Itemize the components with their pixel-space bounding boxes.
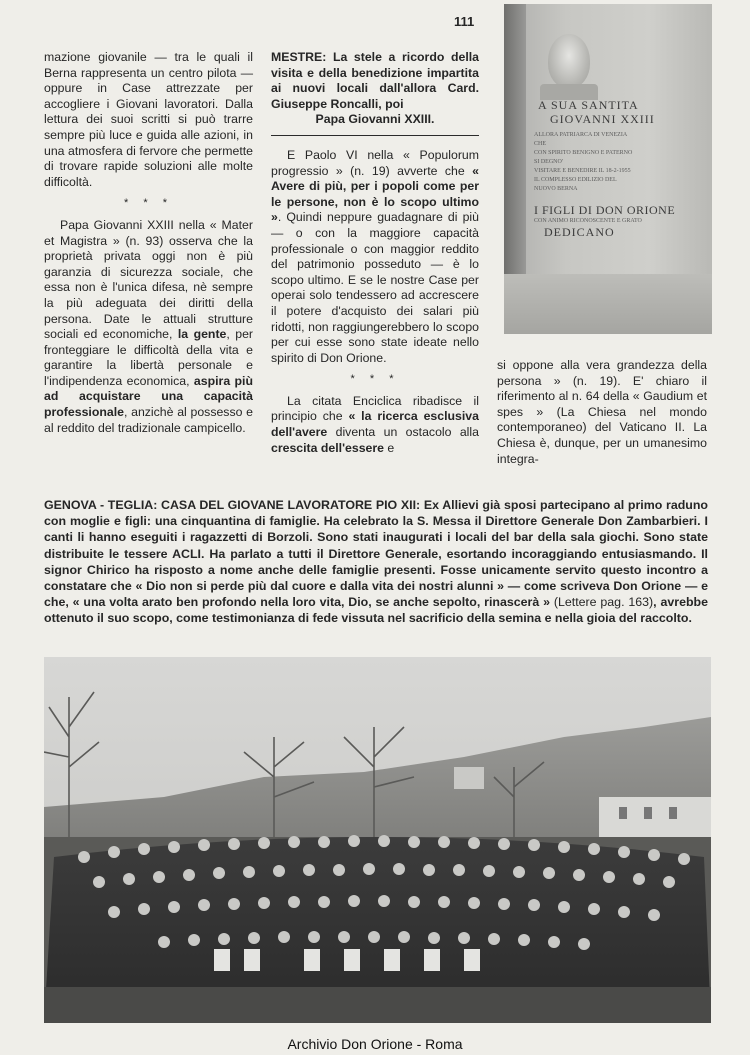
mestre-photo-caption: MESTRE: La stele a ricordo della visita e della benedizione impartita ai nuovi locali dall'allora Card. Giuseppe Roncalli, poi Papa Giovanni XXIII. [271, 50, 479, 136]
genova-photo-caption: GENOVA - TEGLIA: CASA DEL GIOVANE LAVORATORE PIO XII: Ex Allievi già sposi partecipano al primo raduno con moglie e figli: una cinquantina di famiglie. Ha celebrato la S. Messa il Direttore Generale Don Zambarbieri. I canti li hanno eseguiti i ragazzetti di Borzoli. Sono stati inaugurati i locali del bar della sala giochi. Sono state distribuite le tessere ACLI. Ha parlato a tutti il Direttore Generale, esortando incoraggiando entusiasmando. Il signor Chirico ha risposto a nome anche delle famiglie presenti. Fosse unicamente servito questo incontro a constatare che « Dio non si perde più dal cuore e dalla vita dei nostri alunni » — come scriveva Don Orione — e che, « una volta arato ben profondo nella loro vita, Dio, se anche sepolto, rinascerà » (Lettere pag. 163), avrebbe ottenuto il suo scopo, come testimonianza di fede vissuta nel sacrificio della semina e nella gioia del raccolto. [44, 498, 708, 626]
left-paragraph-1: mazione giovanile — tra le quali il Berna rappresenta un centro pilota — oppure in Case attrezzate per accogliere i Giovani lavoratori. Dalla lettura dei suoi scritti si può trarre sempre più luce e guida alle azioni, in una atmosfera di fervore che permette di trovare rapide soluzioni alle molte difficoltà. [44, 50, 253, 189]
right-paragraph: si oppone alla vera grandezza della persona » (n. 19). E' chiaro il riferimento al n. 64 della « Gaudium et spes » (La Chiesa nel mondo contemporaneo) del Vaticano II. La Chiesa è, dunque, per un umanesimo integra- [497, 358, 707, 466]
middle-text-column [271, 50, 479, 456]
middle-paragraph-2: La citata Enciclica ribadisce il principio che « la ricerca esclusiva dell'avere diventa un ostacolo alla crescita dell'essere e [271, 393, 479, 455]
group-photo [44, 657, 711, 1023]
archive-footer: Archivio Don Orione - Roma [287, 1036, 463, 1052]
stele-photo [504, 4, 712, 334]
right-text-column [497, 358, 707, 467]
stele-inscription: A SUA SANTITA GIOVANNI XXIII ALLORA PATRIARCA DI VENEZIA CHE CON SPIRITO BENIGNO E PATERNO SI DEGNO' VISITARE E BENEDIRE IL 18-2-1955 IL COMPLESSO EDILIZIO DEL NUOVO BERNA I FIGLI DI DON ORIONE CON ANIMO RICONOSCENTE E GRATO DEDICANO [534, 98, 676, 239]
page-number: 111 [454, 14, 475, 29]
middle-paragraph-1: E Paolo VI nella « Populorum progressio » (n. 19) avverte che « Avere di più, per i popoli come per le persone, non è lo scopo ultimo ». Quindi neppure guadagnare di più — o con la maggiore capacità professionale o con maggior reddito del patrimonio posseduto — è lo scopo ultimo. E se le nostre Case per operai solo tendessero ad accrescere il potere d'acquisto dei salari più ridotti, non raggiungerebbero lo scopo per cui esse sono state ideate nello spirito di Don Orione. [271, 147, 479, 365]
bust-relief [548, 34, 590, 88]
left-paragraph-2: Papa Giovanni XXIII nella « Mater et Magistra » (n. 93) osserva che la proprietà privata oggi non è più garanzia di sicurezza sociale, che essa non è l'unica difesa, nè sempre la più adeguata dei diritti della persona. Date le attuali strutture sociali ed economiche, la gente, per fronteggiare le difficoltà della vita e garantire la libertà personale e l'indipendenza economica, aspira più ad acquistare una capacità professionale, anzichè al possesso e al reddito del tradizionale campicello. [44, 217, 254, 435]
section-separator: * * * [124, 197, 173, 210]
left-text-column [44, 50, 253, 436]
section-separator: * * * [350, 373, 400, 386]
